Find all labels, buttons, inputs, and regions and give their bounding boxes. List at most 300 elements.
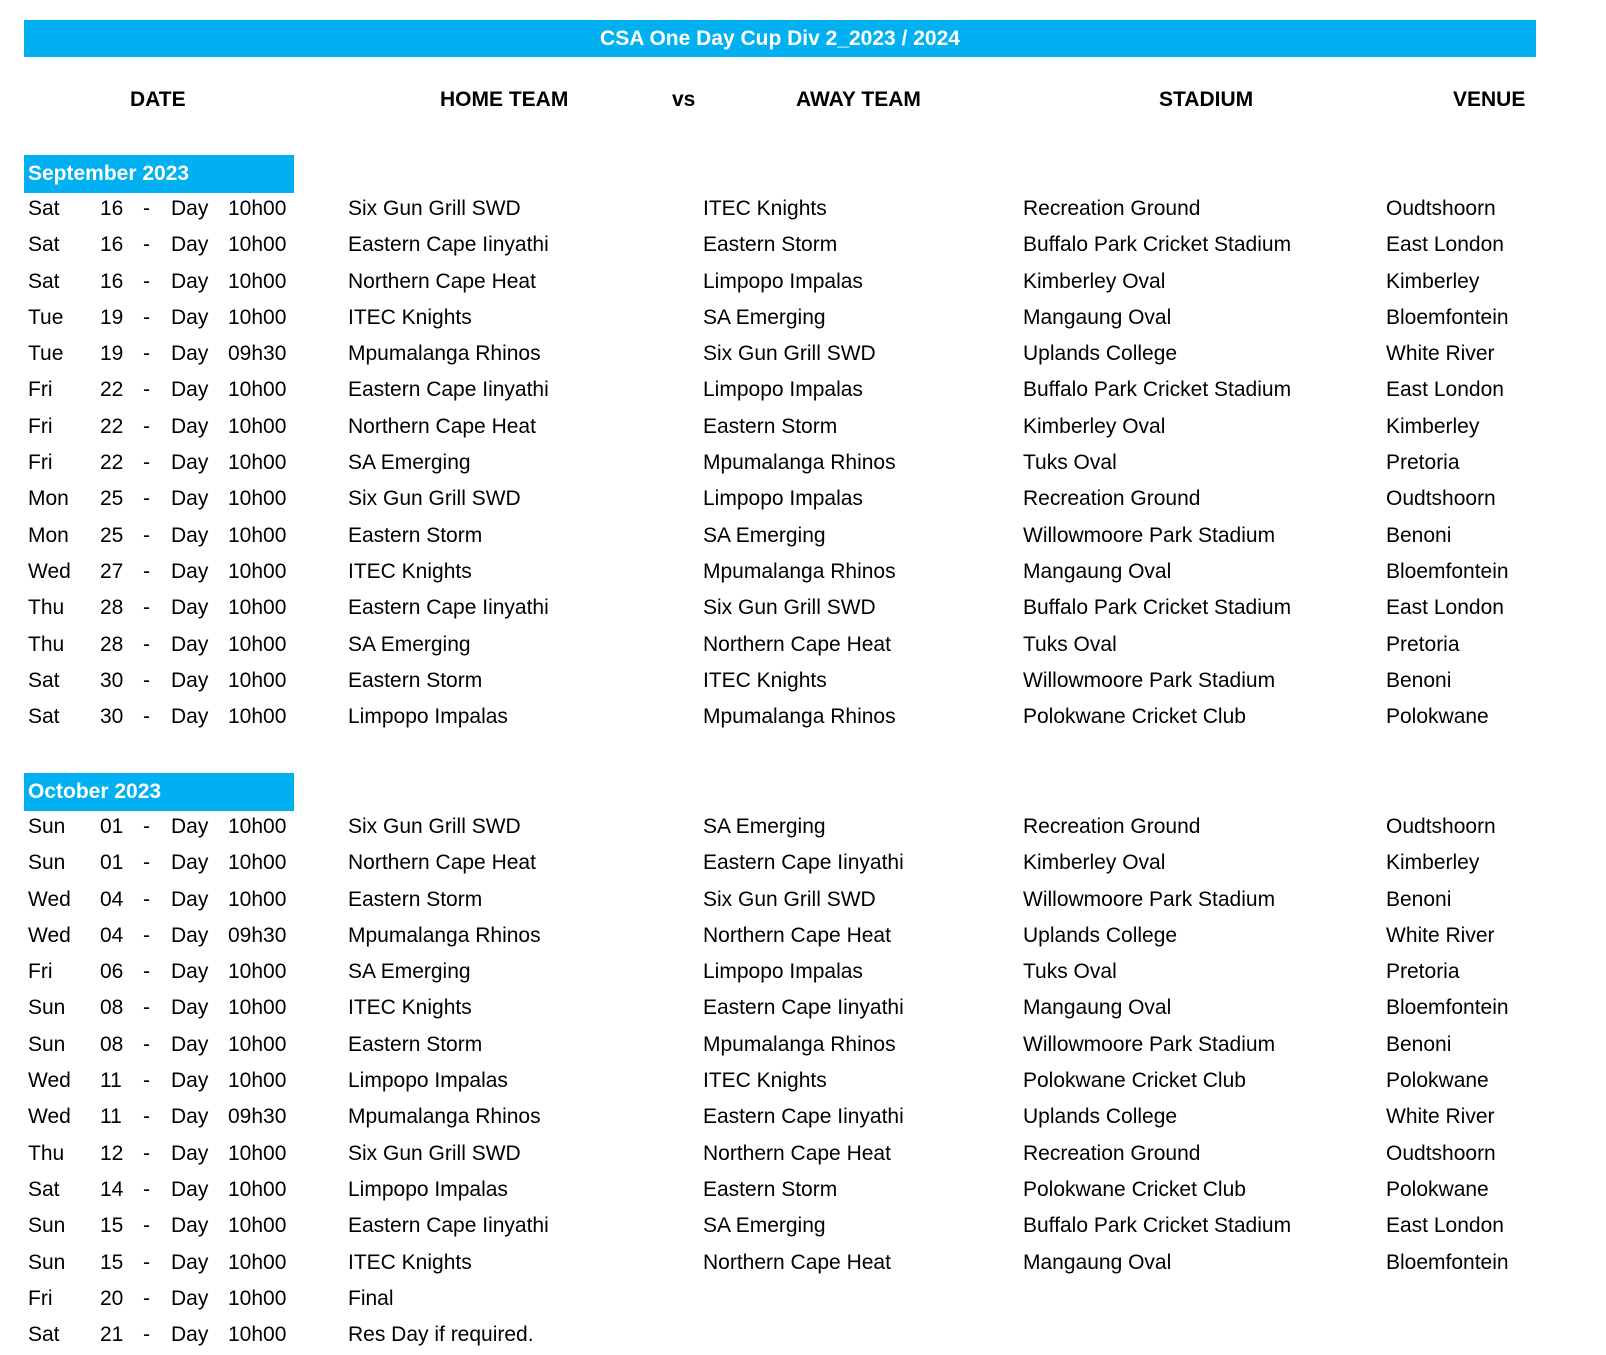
- away-team: SA Emerging: [703, 305, 826, 329]
- start-time: 10h00: [228, 451, 287, 475]
- separator: -: [143, 705, 150, 729]
- fixture-row: [0, 811, 1606, 847]
- stadium: Tuks Oval: [1023, 632, 1117, 656]
- home-team: Six Gun Grill SWD: [348, 487, 521, 511]
- weekday: Mon: [28, 523, 69, 547]
- home-team: Mpumalanga Rhinos: [348, 923, 541, 947]
- home-team: Northern Cape Heat: [348, 851, 536, 875]
- home-team: Eastern Cape Iinyathi: [348, 1214, 549, 1238]
- separator: -: [143, 233, 150, 257]
- stadium: Willowmoore Park Stadium: [1023, 523, 1276, 547]
- day-label: Day: [171, 451, 209, 475]
- day-label: Day: [171, 887, 209, 911]
- stadium: Recreation Ground: [1023, 487, 1201, 511]
- fixture-row: [0, 374, 1606, 410]
- away-team: Northern Cape Heat: [703, 632, 891, 656]
- stadium: Buffalo Park Cricket Stadium: [1023, 596, 1292, 620]
- home-team: Eastern Storm: [348, 668, 483, 692]
- day-label: Day: [171, 414, 209, 438]
- weekday: Tue: [28, 305, 64, 329]
- start-time: 10h00: [228, 815, 287, 838]
- fixture-row: [0, 229, 1606, 265]
- venue: Oudtshoorn: [1386, 1141, 1496, 1165]
- day-label: Day: [171, 1141, 209, 1165]
- away-team: SA Emerging: [703, 523, 826, 547]
- day-label: Day: [171, 523, 209, 547]
- day-label: Day: [171, 923, 209, 947]
- stadium: Tuks Oval: [1023, 451, 1117, 475]
- weekday: Wed: [28, 1069, 71, 1093]
- header-venue: VENUE: [1453, 88, 1526, 111]
- day-label: Day: [171, 851, 209, 875]
- date-number: 16: [100, 197, 124, 220]
- date-number: 01: [100, 851, 124, 875]
- weekday: Fri: [28, 1286, 53, 1310]
- weekday: Sat: [28, 269, 60, 293]
- home-team: Limpopo Impalas: [348, 1177, 508, 1201]
- stadium: Mangaung Oval: [1023, 559, 1172, 583]
- away-team: Six Gun Grill SWD: [703, 342, 876, 366]
- venue: Oudtshoorn: [1386, 197, 1496, 220]
- venue: Pretoria: [1386, 632, 1460, 656]
- away-team: Six Gun Grill SWD: [703, 596, 876, 620]
- fixture-row: [0, 338, 1606, 374]
- weekday: Sat: [28, 1177, 60, 1201]
- stadium: Mangaung Oval: [1023, 1250, 1172, 1274]
- date-number: 15: [100, 1214, 124, 1238]
- weekday: Mon: [28, 487, 69, 511]
- away-team: Northern Cape Heat: [703, 1141, 891, 1165]
- away-team: Limpopo Impalas: [703, 960, 863, 984]
- fixture-row: [0, 483, 1606, 519]
- start-time: 10h00: [228, 1032, 287, 1056]
- away-team: ITEC Knights: [703, 1069, 827, 1093]
- stadium: Buffalo Park Cricket Stadium: [1023, 1214, 1292, 1238]
- weekday: Sun: [28, 1214, 66, 1238]
- stadium: Recreation Ground: [1023, 815, 1201, 838]
- home-team: SA Emerging: [348, 451, 471, 475]
- weekday: Sat: [28, 233, 60, 257]
- separator: -: [143, 996, 150, 1020]
- start-time: 09h30: [228, 923, 287, 947]
- date-number: 22: [100, 451, 124, 475]
- fixture-row: [0, 665, 1606, 701]
- home-team: Six Gun Grill SWD: [348, 1141, 521, 1165]
- fixture-row: [0, 411, 1606, 447]
- home-team: Limpopo Impalas: [348, 705, 508, 729]
- stadium: Recreation Ground: [1023, 1141, 1201, 1165]
- separator: -: [143, 414, 150, 438]
- day-label: Day: [171, 705, 209, 729]
- fixture-row: [0, 592, 1606, 628]
- home-team: SA Emerging: [348, 960, 471, 984]
- venue: Polokwane: [1386, 1069, 1489, 1093]
- day-label: Day: [171, 487, 209, 511]
- stadium: Mangaung Oval: [1023, 996, 1172, 1020]
- away-team: Eastern Cape Iinyathi: [703, 851, 904, 875]
- separator: -: [143, 668, 150, 692]
- stadium: Tuks Oval: [1023, 960, 1117, 984]
- stadium: Kimberley Oval: [1023, 269, 1166, 293]
- venue: East London: [1386, 233, 1504, 257]
- fixture-row: [0, 1319, 1606, 1355]
- separator: -: [143, 451, 150, 475]
- day-label: Day: [171, 1250, 209, 1274]
- date-number: 08: [100, 996, 124, 1020]
- weekday: Wed: [28, 887, 71, 911]
- date-number: 15: [100, 1250, 124, 1274]
- home-team: Eastern Storm: [348, 1032, 483, 1056]
- start-time: 10h00: [228, 559, 287, 583]
- venue: Kimberley: [1386, 851, 1480, 875]
- separator: -: [143, 887, 150, 911]
- date-number: 04: [100, 923, 124, 947]
- date-number: 11: [100, 1069, 122, 1093]
- start-time: 10h00: [228, 269, 287, 293]
- away-team: Eastern Storm: [703, 1177, 838, 1201]
- separator: -: [143, 960, 150, 984]
- fixture-row: [0, 1174, 1606, 1210]
- start-time: 09h30: [228, 1105, 287, 1129]
- weekday: Fri: [28, 960, 53, 984]
- date-number: 22: [100, 414, 124, 438]
- start-time: 10h00: [228, 523, 287, 547]
- start-time: 10h00: [228, 378, 287, 402]
- home-team: ITEC Knights: [348, 996, 472, 1020]
- header-away-team: AWAY TEAM: [796, 88, 921, 111]
- separator: -: [143, 559, 150, 583]
- separator: -: [143, 1141, 150, 1165]
- separator: -: [143, 378, 150, 402]
- home-team: Northern Cape Heat: [348, 414, 536, 438]
- separator: -: [143, 851, 150, 875]
- start-time: 10h00: [228, 414, 287, 438]
- venue: Benoni: [1386, 887, 1452, 911]
- home-team: Eastern Storm: [348, 523, 483, 547]
- fixture-row: [0, 193, 1606, 229]
- month-header-october: October 2023: [24, 773, 294, 811]
- separator: -: [143, 1032, 150, 1056]
- day-label: Day: [171, 559, 209, 583]
- fixture-row: [0, 1283, 1606, 1319]
- day-label: Day: [171, 1214, 209, 1238]
- start-time: 10h00: [228, 887, 287, 911]
- stadium: Uplands College: [1023, 342, 1178, 366]
- stadium: Uplands College: [1023, 923, 1178, 947]
- home-team: Eastern Cape Iinyathi: [348, 378, 549, 402]
- venue: White River: [1386, 923, 1495, 947]
- fixture-row: [0, 956, 1606, 992]
- date-number: 19: [100, 305, 124, 329]
- venue: East London: [1386, 596, 1504, 620]
- separator: -: [143, 1286, 150, 1310]
- month-header-september: September 2023: [24, 155, 294, 193]
- start-time: 10h00: [228, 851, 287, 875]
- date-number: 22: [100, 378, 124, 402]
- date-number: 16: [100, 269, 124, 293]
- stadium: Polokwane Cricket Club: [1023, 1177, 1246, 1201]
- header-date: DATE: [130, 88, 186, 111]
- date-number: 06: [100, 960, 124, 984]
- date-number: 01: [100, 815, 124, 838]
- away-team: Limpopo Impalas: [703, 487, 863, 511]
- day-label: Day: [171, 342, 209, 366]
- venue: Pretoria: [1386, 451, 1460, 475]
- venue: Kimberley: [1386, 414, 1480, 438]
- separator: -: [143, 1105, 150, 1129]
- weekday: Tue: [28, 342, 64, 366]
- day-label: Day: [171, 378, 209, 402]
- home-team: Eastern Cape Iinyathi: [348, 596, 549, 620]
- separator: -: [143, 1214, 150, 1238]
- home-team: Final: [348, 1286, 394, 1310]
- stadium: Kimberley Oval: [1023, 414, 1166, 438]
- venue: Polokwane: [1386, 1177, 1489, 1201]
- weekday: Sat: [28, 668, 60, 692]
- separator: -: [143, 1323, 150, 1347]
- stadium: Kimberley Oval: [1023, 851, 1166, 875]
- stadium: Uplands College: [1023, 1105, 1178, 1129]
- away-team: SA Emerging: [703, 1214, 826, 1238]
- header-vs: vs: [672, 88, 696, 111]
- start-time: 10h00: [228, 1323, 287, 1347]
- date-number: 14: [100, 1177, 124, 1201]
- day-label: Day: [171, 197, 209, 220]
- away-team: Northern Cape Heat: [703, 923, 891, 947]
- venue: Pretoria: [1386, 960, 1460, 984]
- venue: Bloemfontein: [1386, 559, 1509, 583]
- away-team: Limpopo Impalas: [703, 269, 863, 293]
- weekday: Wed: [28, 1105, 71, 1129]
- date-number: 25: [100, 487, 124, 511]
- away-team: ITEC Knights: [703, 668, 827, 692]
- away-team: Mpumalanga Rhinos: [703, 705, 896, 729]
- separator: -: [143, 632, 150, 656]
- start-time: 09h30: [228, 342, 287, 366]
- separator: -: [143, 1250, 150, 1274]
- venue: Bloemfontein: [1386, 1250, 1509, 1274]
- day-label: Day: [171, 305, 209, 329]
- away-team: Eastern Cape Iinyathi: [703, 1105, 904, 1129]
- date-number: 16: [100, 233, 124, 257]
- home-team: Res Day if required.: [348, 1323, 534, 1347]
- fixture-row: [0, 629, 1606, 665]
- stadium: Polokwane Cricket Club: [1023, 705, 1246, 729]
- weekday: Sun: [28, 1250, 66, 1274]
- away-team: Six Gun Grill SWD: [703, 887, 876, 911]
- date-number: 04: [100, 887, 124, 911]
- weekday: Wed: [28, 923, 71, 947]
- weekday: Sat: [28, 197, 60, 220]
- weekday: Sun: [28, 996, 66, 1020]
- stadium: Recreation Ground: [1023, 197, 1201, 220]
- date-number: 30: [100, 668, 124, 692]
- start-time: 10h00: [228, 668, 287, 692]
- start-time: 10h00: [228, 1177, 287, 1201]
- home-team: ITEC Knights: [348, 305, 472, 329]
- venue: Kimberley: [1386, 269, 1480, 293]
- separator: -: [143, 305, 150, 329]
- header-stadium: STADIUM: [1159, 88, 1254, 111]
- venue: Polokwane: [1386, 705, 1489, 729]
- day-label: Day: [171, 233, 209, 257]
- away-team: Northern Cape Heat: [703, 1250, 891, 1274]
- start-time: 10h00: [228, 632, 287, 656]
- stadium: Willowmoore Park Stadium: [1023, 1032, 1276, 1056]
- away-team: Mpumalanga Rhinos: [703, 1032, 896, 1056]
- venue: Bloemfontein: [1386, 305, 1509, 329]
- venue: White River: [1386, 1105, 1495, 1129]
- day-label: Day: [171, 1177, 209, 1201]
- date-number: 30: [100, 705, 124, 729]
- date-number: 20: [100, 1286, 124, 1310]
- stadium: Mangaung Oval: [1023, 305, 1172, 329]
- away-team: Eastern Cape Iinyathi: [703, 996, 904, 1020]
- weekday: Fri: [28, 451, 53, 475]
- separator: -: [143, 487, 150, 511]
- fixture-row: [0, 1101, 1606, 1137]
- away-team: Mpumalanga Rhinos: [703, 451, 896, 475]
- stadium: Polokwane Cricket Club: [1023, 1069, 1246, 1093]
- day-label: Day: [171, 596, 209, 620]
- fixture-row: [0, 1138, 1606, 1174]
- day-label: Day: [171, 668, 209, 692]
- home-team: Limpopo Impalas: [348, 1069, 508, 1093]
- away-team: SA Emerging: [703, 815, 826, 838]
- date-number: 28: [100, 596, 124, 620]
- fixture-row: [0, 701, 1606, 737]
- home-team: Six Gun Grill SWD: [348, 815, 521, 838]
- start-time: 10h00: [228, 233, 287, 257]
- venue: Benoni: [1386, 668, 1452, 692]
- fixture-row: [0, 447, 1606, 483]
- away-team: ITEC Knights: [703, 197, 827, 220]
- date-number: 19: [100, 342, 124, 366]
- fixture-row: [0, 556, 1606, 592]
- venue: Bloemfontein: [1386, 996, 1509, 1020]
- away-team: Eastern Storm: [703, 414, 838, 438]
- day-label: Day: [171, 269, 209, 293]
- fixture-row: [0, 847, 1606, 883]
- date-number: 28: [100, 632, 124, 656]
- separator: -: [143, 342, 150, 366]
- venue: East London: [1386, 378, 1504, 402]
- fixture-row: [0, 1247, 1606, 1283]
- day-label: Day: [171, 632, 209, 656]
- weekday: Sun: [28, 815, 66, 838]
- fixture-row: [0, 1029, 1606, 1065]
- separator: -: [143, 197, 150, 220]
- weekday: Wed: [28, 559, 71, 583]
- venue: Benoni: [1386, 523, 1452, 547]
- venue: Oudtshoorn: [1386, 815, 1496, 838]
- start-time: 10h00: [228, 960, 287, 984]
- start-time: 10h00: [228, 705, 287, 729]
- day-label: Day: [171, 960, 209, 984]
- start-time: 10h00: [228, 1214, 287, 1238]
- venue: East London: [1386, 1214, 1504, 1238]
- home-team: Mpumalanga Rhinos: [348, 342, 541, 366]
- start-time: 10h00: [228, 1250, 287, 1274]
- weekday: Sat: [28, 705, 60, 729]
- away-team: Limpopo Impalas: [703, 378, 863, 402]
- weekday: Thu: [28, 1141, 65, 1165]
- weekday: Sat: [28, 1323, 60, 1347]
- september-fixtures: [0, 193, 1606, 737]
- weekday: Fri: [28, 378, 53, 402]
- home-team: Six Gun Grill SWD: [348, 197, 521, 220]
- start-time: 10h00: [228, 197, 287, 220]
- home-team: ITEC Knights: [348, 559, 472, 583]
- separator: -: [143, 1069, 150, 1093]
- fixture-row: [0, 920, 1606, 956]
- stadium: Willowmoore Park Stadium: [1023, 668, 1276, 692]
- weekday: Sun: [28, 1032, 66, 1056]
- venue: Benoni: [1386, 1032, 1452, 1056]
- october-fixtures: [0, 811, 1606, 1355]
- day-label: Day: [171, 1069, 209, 1093]
- date-number: 27: [100, 559, 124, 583]
- start-time: 10h00: [228, 596, 287, 620]
- start-time: 10h00: [228, 1141, 287, 1165]
- separator: -: [143, 596, 150, 620]
- separator: -: [143, 923, 150, 947]
- home-team: ITEC Knights: [348, 1250, 472, 1274]
- stadium: Willowmoore Park Stadium: [1023, 887, 1276, 911]
- date-number: 21: [100, 1323, 124, 1347]
- weekday: Fri: [28, 414, 53, 438]
- date-number: 12: [100, 1141, 124, 1165]
- separator: -: [143, 269, 150, 293]
- day-label: Day: [171, 815, 209, 838]
- fixture-row: [0, 1210, 1606, 1246]
- fixture-row: [0, 992, 1606, 1028]
- away-team: Mpumalanga Rhinos: [703, 559, 896, 583]
- weekday: Thu: [28, 632, 65, 656]
- fixture-row: [0, 1065, 1606, 1101]
- venue: Oudtshoorn: [1386, 487, 1496, 511]
- date-number: 08: [100, 1032, 124, 1056]
- fixture-row: [0, 266, 1606, 302]
- date-number: 11: [100, 1105, 122, 1129]
- home-team: Eastern Storm: [348, 887, 483, 911]
- stadium: Buffalo Park Cricket Stadium: [1023, 233, 1292, 257]
- separator: -: [143, 815, 150, 838]
- weekday: Thu: [28, 596, 65, 620]
- day-label: Day: [171, 1032, 209, 1056]
- fixture-row: [0, 302, 1606, 338]
- fixture-row: [0, 884, 1606, 920]
- start-time: 10h00: [228, 305, 287, 329]
- day-label: Day: [171, 1286, 209, 1310]
- fixture-title: CSA One Day Cup Div 2_2023 / 2024: [24, 20, 1536, 57]
- weekday: Sun: [28, 851, 66, 875]
- separator: -: [143, 523, 150, 547]
- day-label: Day: [171, 1323, 209, 1347]
- separator: -: [143, 1177, 150, 1201]
- start-time: 10h00: [228, 1286, 287, 1310]
- home-team: SA Emerging: [348, 632, 471, 656]
- day-label: Day: [171, 1105, 209, 1129]
- home-team: Mpumalanga Rhinos: [348, 1105, 541, 1129]
- fixture-row: [0, 520, 1606, 556]
- venue: White River: [1386, 342, 1495, 366]
- start-time: 10h00: [228, 487, 287, 511]
- start-time: 10h00: [228, 996, 287, 1020]
- home-team: Eastern Cape Iinyathi: [348, 233, 549, 257]
- day-label: Day: [171, 996, 209, 1020]
- date-number: 25: [100, 523, 124, 547]
